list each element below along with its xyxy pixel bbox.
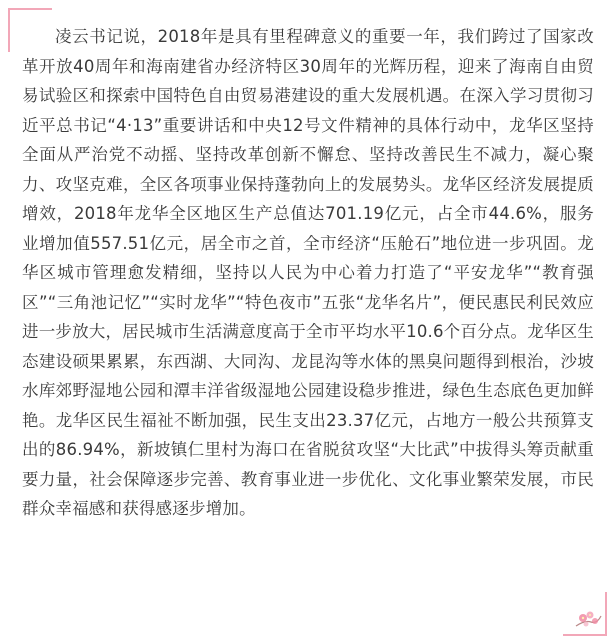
article-body [22,22,594,524]
frame-corner-bottom-right [563,634,607,636]
frame-corner-top-left-vertical [8,8,10,52]
plum-blossom-icon [573,602,603,632]
frame-corner-bottom-right-vertical [605,592,607,636]
article-paragraph: 凌云书记说，2018年是具有里程碑意义的重要一年，我们跨过了国家改革开放40周年和海南建省办经济特区30周年的光辉历程，迎来了海南自由贸易试验区和探索中国特色自由贸易港建设的重大发展机遇。在深入学习贯彻习近平总书记“4·13”重要讲话和中央12号文件精神的具体行动中，龙华区坚持全面从严治党不动摇、坚持改革创新不懈怠、坚持改善民生不减力，凝心聚力、攻坚克难，全区各项事业保持蓬勃向上的发展势头。龙华区经济发展提质增效，2018年龙华全区地区生产总值达701.19亿元，占全市44.6%，服务业增加值557.51亿元，居全市之首，全市经济“压舱石”地位进一步巩固。龙华区城市管理愈发精细，坚持以人民为中心着力打造了“平安龙华”“教育强区”“三角池记忆”“实时龙华”“特色夜市”五张“龙华名片”，便民惠民利民效应进一步放大，居民城市生活满意度高于全市平均水平10.6个百分点。龙华区生态建设硕果累累，东西湖、大同沟、龙昆沟等水体的黑臭问题得到根治，沙坡水库郊野湿地公园和潭丰洋省级湿地公园建设稳步推进，绿色生态底色更加鲜艳。龙华区民生福祉不断加强，民生支出23.37亿元，占地方一般公共预算支出的86.94%，新坡镇仁里村为海口在省脱贫攻坚“大比武”中拔得头筹贡献重要力量，社会保障逐步完善、教育事业进一步优化、文化事业繁荣发展，市民群众幸福感和获得感逐步增加。 [22,27,594,518]
frame-corner-top-left [8,8,52,10]
